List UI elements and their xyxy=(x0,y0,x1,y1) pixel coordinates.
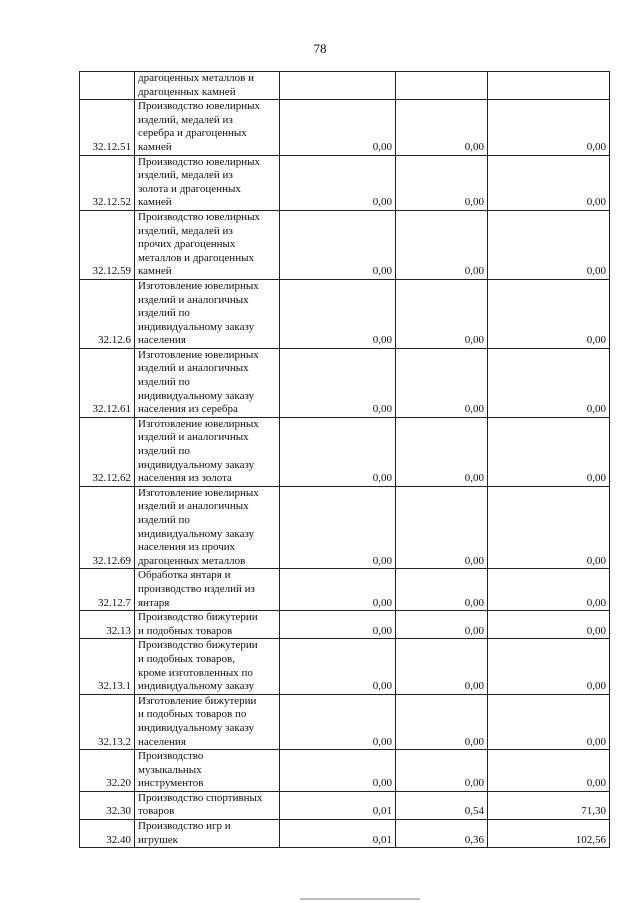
row-name-line: изделий и аналогичных xyxy=(138,362,249,375)
row-name-line: изделий по xyxy=(138,445,190,458)
row-value-3: 0,00 xyxy=(488,100,610,155)
row-value-3: 0,00 xyxy=(488,417,610,486)
row-value-2: 0,00 xyxy=(396,694,488,749)
table-row xyxy=(80,791,610,819)
row-name-line: индивидуальному заказу xyxy=(138,320,255,333)
row-name-line: населения из серебра xyxy=(138,403,238,416)
row-code: 32.12.61 xyxy=(80,348,135,417)
row-name-line: индивидуальному заказу xyxy=(138,389,255,402)
row-code: 32.40 xyxy=(80,820,135,848)
row-value-1: 0,00 xyxy=(280,611,396,639)
row-name-line: индивидуальному заказу xyxy=(138,527,255,540)
row-value-2 xyxy=(396,72,488,100)
table-row xyxy=(80,348,610,417)
row-code: 32.13.2 xyxy=(80,694,135,749)
row-name-line: драгоценных металлов xyxy=(138,554,246,567)
row-name-line: изделий и аналогичных xyxy=(138,431,249,444)
row-name xyxy=(135,348,280,417)
row-name-line: Производство xyxy=(138,750,204,763)
row-name-line: изделий, медалей из xyxy=(138,224,233,237)
table-row xyxy=(80,72,610,100)
row-name-line: драгоценных металлов и xyxy=(138,72,254,84)
row-value-2: 0,00 xyxy=(396,486,488,569)
row-name-line: Производство бижутерии xyxy=(138,611,258,624)
row-value-3: 0,00 xyxy=(488,569,610,611)
row-value-1: 0,00 xyxy=(280,750,396,792)
row-code: 32.12.59 xyxy=(80,210,135,279)
row-name-line: Изготовление бижутерии xyxy=(138,694,257,707)
row-name xyxy=(135,694,280,749)
row-value-3: 0,00 xyxy=(488,486,610,569)
row-code: 32.12.69 xyxy=(80,486,135,569)
row-name-line: Производство ювелирных xyxy=(138,155,261,168)
row-name-line: товаров xyxy=(138,805,175,818)
row-name-line: янтаря xyxy=(138,596,170,609)
row-value-3: 0,00 xyxy=(488,155,610,210)
row-code: 32.12.52 xyxy=(80,155,135,210)
table-row xyxy=(80,100,610,155)
row-name-line: Обработка янтаря и xyxy=(138,569,231,582)
row-name-line: прочих драгоценных xyxy=(138,238,236,251)
row-value-1: 0,00 xyxy=(280,210,396,279)
table-row xyxy=(80,750,610,792)
row-value-1: 0,01 xyxy=(280,791,396,819)
row-value-2: 0,00 xyxy=(396,348,488,417)
table-row xyxy=(80,486,610,569)
row-value-2: 0,00 xyxy=(396,155,488,210)
table-row xyxy=(80,210,610,279)
table-row xyxy=(80,820,610,848)
scan-artifact xyxy=(300,898,420,900)
row-name xyxy=(135,639,280,694)
row-name-line: Производство ювелирных xyxy=(138,210,261,223)
row-code xyxy=(80,72,135,100)
row-name xyxy=(135,210,280,279)
table-row xyxy=(80,279,610,348)
row-code: 32.12.6 xyxy=(80,279,135,348)
row-name xyxy=(135,100,280,155)
row-name-line: изделий, медалей из xyxy=(138,113,233,126)
row-name-line: металлов и драгоценных xyxy=(138,251,254,264)
row-name-line: драгоценных камней xyxy=(138,85,236,98)
row-value-2: 0,36 xyxy=(396,820,488,848)
row-name-line: Изготовление ювелирных xyxy=(138,279,259,292)
row-name-line: Производство ювелирных xyxy=(138,100,261,113)
row-value-3: 0,00 xyxy=(488,750,610,792)
row-value-1: 0,00 xyxy=(280,569,396,611)
row-value-3: 0,00 xyxy=(488,611,610,639)
row-name-line: индивидуальному заказу xyxy=(138,721,255,734)
row-value-2: 0,00 xyxy=(396,569,488,611)
row-value-1: 0,00 xyxy=(280,100,396,155)
row-name-line: музыкальных xyxy=(138,763,202,776)
row-name xyxy=(135,791,280,819)
row-name-line: инструментов xyxy=(138,777,204,790)
row-value-3: 0,00 xyxy=(488,639,610,694)
row-name-line: населения из прочих xyxy=(138,541,236,554)
table-row xyxy=(80,694,610,749)
row-name-line: изделий и аналогичных xyxy=(138,293,249,306)
row-value-3: 102,56 xyxy=(488,820,610,848)
row-name-line: серебра и драгоценных xyxy=(138,127,247,140)
row-name-line: Изготовление ювелирных xyxy=(138,486,259,499)
row-name xyxy=(135,155,280,210)
row-value-1: 0,00 xyxy=(280,155,396,210)
row-value-2: 0,00 xyxy=(396,611,488,639)
row-value-1: 0,00 xyxy=(280,486,396,569)
row-name-line: изделий, медалей из xyxy=(138,169,233,182)
row-name-line: камней xyxy=(138,140,172,153)
table-row xyxy=(80,417,610,486)
table-row xyxy=(80,639,610,694)
row-name-line: Производство спортивных xyxy=(138,791,263,804)
row-name-line: Производство игр и xyxy=(138,820,231,833)
row-name-line: игрушек xyxy=(138,833,178,846)
row-value-2: 0,00 xyxy=(396,417,488,486)
row-value-1: 0,00 xyxy=(280,417,396,486)
row-name-line: производство изделий из xyxy=(138,582,255,595)
row-name-line: камней xyxy=(138,196,172,209)
row-code: 32.12.62 xyxy=(80,417,135,486)
row-value-1: 0,00 xyxy=(280,348,396,417)
row-code: 32.30 xyxy=(80,791,135,819)
row-name xyxy=(135,72,280,100)
row-name-line: изделий по xyxy=(138,514,190,526)
row-name-line: камней xyxy=(138,265,172,278)
row-value-2: 0,00 xyxy=(396,639,488,694)
row-code: 32.13 xyxy=(80,611,135,639)
row-name-line: и подобных товаров по xyxy=(138,708,247,721)
row-value-1: 0,01 xyxy=(280,820,396,848)
row-value-3 xyxy=(488,72,610,100)
row-value-3: 0,00 xyxy=(488,694,610,749)
row-code: 32.13.1 xyxy=(80,639,135,694)
row-name-line: изделий и аналогичных xyxy=(138,500,249,513)
row-name xyxy=(135,279,280,348)
row-name xyxy=(135,417,280,486)
row-name-line: изделий по xyxy=(138,376,190,389)
table-row xyxy=(80,611,610,639)
row-value-1: 0,00 xyxy=(280,639,396,694)
row-name-line: индивидуальному заказу xyxy=(138,680,255,693)
row-name-line: и подобных товаров xyxy=(138,624,233,637)
row-name-line: индивидуальному заказу xyxy=(138,458,255,471)
row-name xyxy=(135,611,280,639)
row-name-line: Изготовление ювелирных xyxy=(138,348,259,361)
row-name-line: кроме изготовленных по xyxy=(138,666,253,679)
table-row xyxy=(80,155,610,210)
row-value-2: 0,54 xyxy=(396,791,488,819)
row-code: 32.20 xyxy=(80,750,135,792)
row-name-line: Изготовление ювелирных xyxy=(138,417,259,430)
row-code: 32.12.7 xyxy=(80,569,135,611)
table-row xyxy=(80,569,610,611)
row-name xyxy=(135,820,280,848)
row-value-3: 0,00 xyxy=(488,210,610,279)
row-name-line: изделий по xyxy=(138,307,190,320)
row-value-3: 71,30 xyxy=(488,791,610,819)
row-name xyxy=(135,569,280,611)
row-code: 32.12.51 xyxy=(80,100,135,155)
row-value-2: 0,00 xyxy=(396,100,488,155)
row-name-line: и подобных товаров, xyxy=(138,652,235,665)
row-name-line: населения из золота xyxy=(138,472,232,485)
row-name xyxy=(135,750,280,792)
row-value-2: 0,00 xyxy=(396,750,488,792)
data-table xyxy=(79,71,610,848)
row-value-3: 0,00 xyxy=(488,348,610,417)
row-value-1: 0,00 xyxy=(280,694,396,749)
row-name-line: золота и драгоценных xyxy=(138,182,241,195)
row-name-line: населения xyxy=(138,334,186,347)
row-value-2: 0,00 xyxy=(396,279,488,348)
row-name-line: Производство бижутерии xyxy=(138,639,258,652)
row-value-2: 0,00 xyxy=(396,210,488,279)
row-value-1 xyxy=(280,72,396,100)
table-body xyxy=(80,72,610,848)
row-name xyxy=(135,486,280,569)
page-number: 78 xyxy=(313,41,327,56)
row-value-3: 0,00 xyxy=(488,279,610,348)
row-name-line: населения xyxy=(138,735,186,748)
row-value-1: 0,00 xyxy=(280,279,396,348)
